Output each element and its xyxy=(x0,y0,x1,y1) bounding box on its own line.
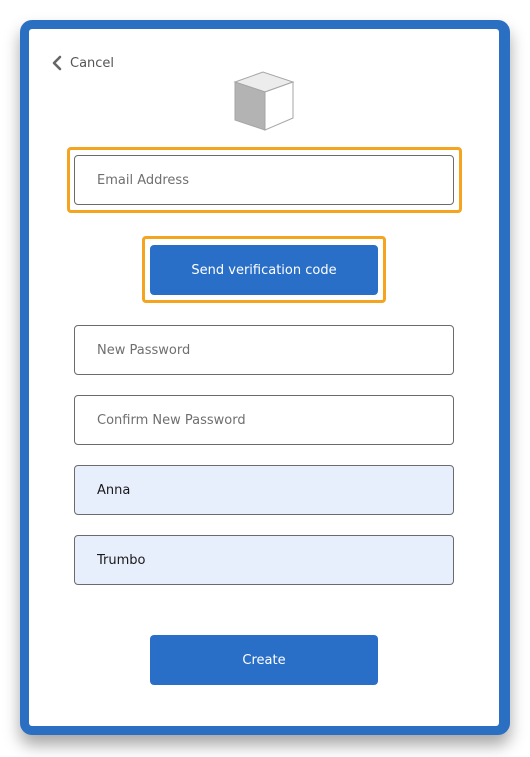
cancel-label: Cancel xyxy=(70,55,115,71)
new-password-field[interactable] xyxy=(74,325,454,375)
last-name-field[interactable] xyxy=(74,535,454,585)
confirm-password-field[interactable] xyxy=(74,395,454,445)
create-button[interactable]: Create xyxy=(150,635,378,685)
email-field[interactable] xyxy=(74,155,454,205)
chevron-left-icon xyxy=(52,55,62,71)
cube-icon xyxy=(232,68,296,132)
signup-card xyxy=(29,29,499,726)
send-verification-code-button[interactable]: Send verification code xyxy=(150,245,378,295)
first-name-field[interactable] xyxy=(74,465,454,515)
cancel-link[interactable] xyxy=(52,53,114,73)
